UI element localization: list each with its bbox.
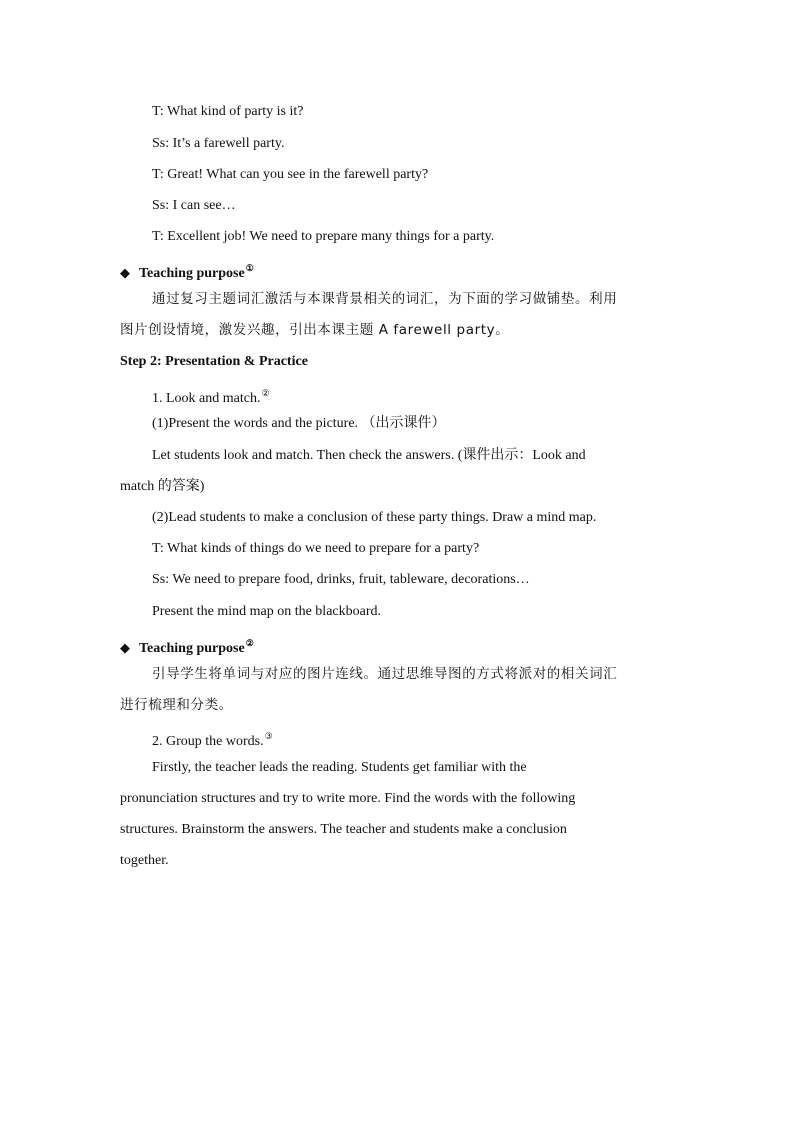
procedure-line: together. [120,853,169,868]
procedure-line: Present the mind map on the blackboard. [152,604,381,619]
footnote-mark: ② [245,638,254,648]
purpose-text: 通过复习主题词汇激活与本课背景相关的词汇，为下面的学习做铺垫。利用 [152,291,618,307]
procedure-line: structures. Brainstorm the answers. The teacher and students make a conclusion [120,822,567,837]
dialogue-line: T: What kind of party is it? [152,104,304,119]
dialogue-line: T: Great! What can you see in the farewell party? [152,167,429,182]
procedure-line: match 的答案) [120,479,205,494]
dialogue-line: T: What kinds of things do we need to prepare for a party? [152,541,480,556]
diamond-bullet-icon: ◆ [120,641,130,656]
activity-text: 1. Look and match. [152,391,261,406]
procedure-line: pronunciation structures and try to write more. Find the words with the following [120,791,576,806]
footnote-mark: ③ [264,731,273,741]
purpose-text: 进行梳理和分类。 [120,697,233,713]
diamond-bullet-icon: ◆ [120,266,130,281]
activity-item [152,727,273,751]
step-heading: Step 2: Presentation & Practice [120,354,308,369]
teaching-purpose-heading [120,634,254,658]
teaching-purpose-heading [120,259,254,283]
dialogue-line: Ss: It’s a farewell party. [152,136,285,151]
purpose-text: 图片创设情境，激发兴趣，引出本课主题 A farewell party。 [120,322,510,338]
dialogue-line: Ss: We need to prepare food, drinks, fruit, tableware, decorations… [152,572,530,587]
dialogue-line: Ss: I can see… [152,198,236,213]
heading-text: Teaching purpose [139,266,245,281]
procedure-line: Firstly, the teacher leads the reading. Students get familiar with the [152,760,527,775]
purpose-text: 引导学生将单词与对应的图片连线。通过思维导图的方式将派对的相关词汇 [152,666,618,682]
activity-item [152,384,270,408]
procedure-line: (1)Present the words and the picture. （出示课件） [152,416,446,431]
procedure-line: (2)Lead students to make a conclusion of these party things. Draw a mind map. [152,510,597,525]
heading-text: Teaching purpose [139,641,245,656]
footnote-mark: ② [261,388,270,398]
procedure-line: Let students look and match. Then check the answers. (课件出示：Look and [152,448,586,463]
dialogue-line: T: Excellent job! We need to prepare many things for a party. [152,229,495,244]
footnote-mark: ① [245,263,254,273]
activity-text: 2. Group the words. [152,734,264,749]
